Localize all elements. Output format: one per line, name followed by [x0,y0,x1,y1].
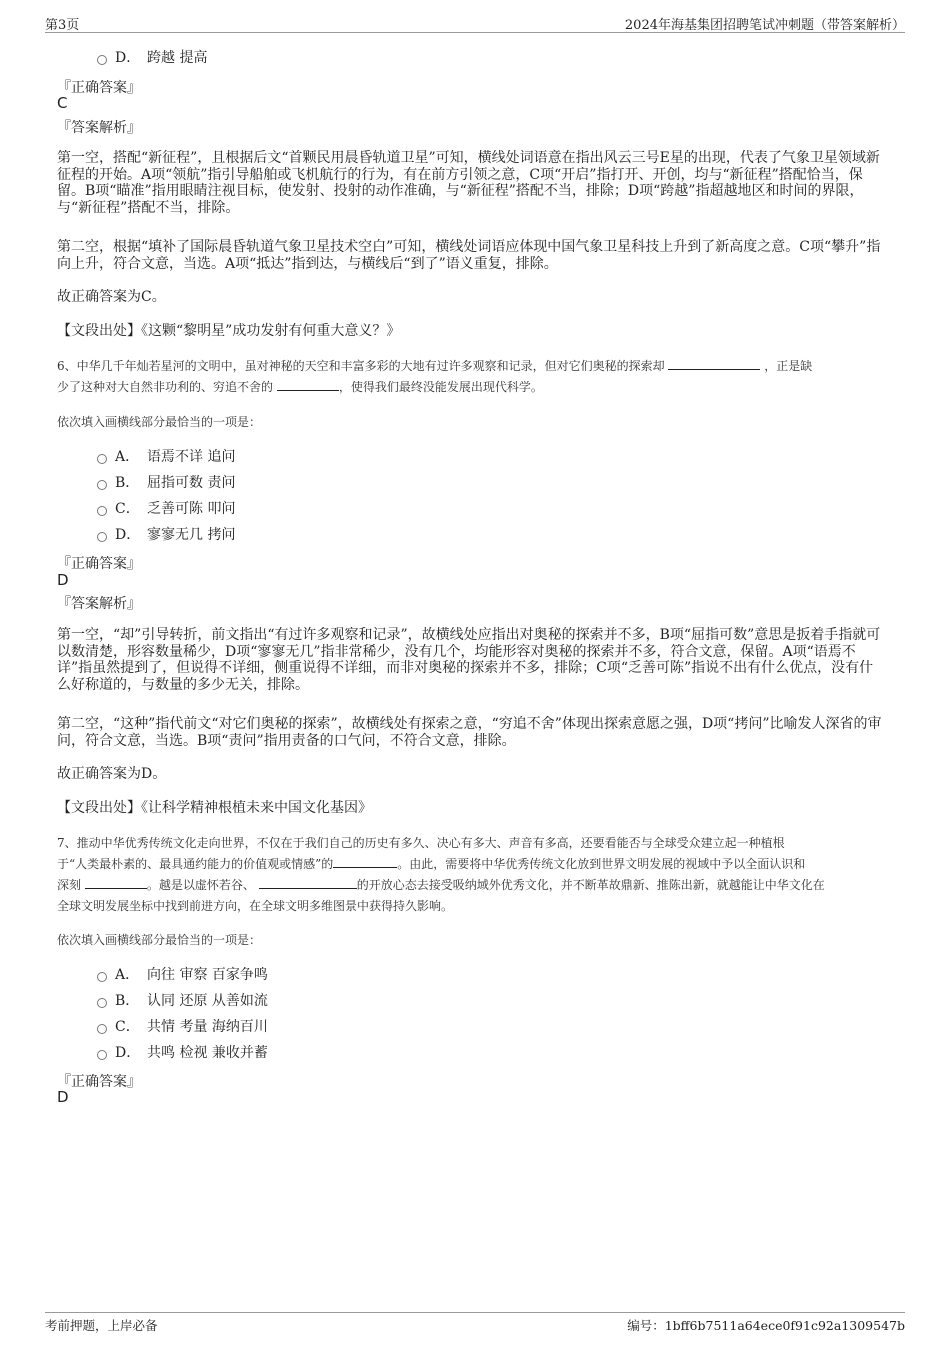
radio-icon[interactable] [97,972,107,982]
q5-analysis-p1: 第一空，搭配“新征程”，且根据后文“首颗民用晨昏轨道卫星”可知，横线处词语意在指出风云三号E星的出现，代表了气象卫星领域新征程的开始。A项“领航”指引导船舶或飞机航行的行为，有在前方引领之意，C项“开启”指打开、开创，均与“新征程”搭配恰当，保留。B项“瞄准”指用眼睛注视目标，使发射、投射的动作准确，与“新征程”搭配不当，排除；D项“跨越”指超越地区和时间的界限，与“新征程”搭配不当，排除。 [57,150,880,216]
blank-2 [85,876,147,889]
q7-option-b[interactable]: B． 认同 还原 从善如流 [97,990,268,1010]
document-title: 2024年海基集团招聘笔试冲刺题（带答案解析） [624,18,905,33]
q5-answer-label: 『正确答案』 [57,80,141,96]
q5-analysis-p2: 第二空，根据“填补了国际晨昏轨道气象卫星技术空白”可知，横线处词语应体现中国气象卫星科技上升到了新高度之意。C项“攀升”指向上升，符合文意，当选。A项“抵达”指到达，与横线后“到了”语义重复，排除。 [57,239,881,272]
radio-icon[interactable] [97,454,107,464]
q5-answer: C [57,94,68,112]
radio-icon[interactable] [97,1050,107,1060]
q6-instruction: 依次填入画横线部分最恰当的一项是： [57,415,262,429]
q6-option-a[interactable]: A． 语焉不详 追问 [97,446,235,466]
q6-option-c[interactable]: C． 乏善可陈 叩问 [97,498,235,518]
q7-option-c[interactable]: C． 共情 考量 海纳百川 [97,1016,268,1036]
radio-icon[interactable] [97,1024,107,1034]
q7-instruction: 依次填入画横线部分最恰当的一项是： [57,933,262,947]
q7-option-d[interactable]: D． 共鸣 检视 兼收并蓄 [97,1042,268,1062]
q7-stem: 7、推动中华优秀传统文化走向世界，不仅在于我们自己的历史有多久、决心有多大、声音有多高，还要看能否与全球受众建立起一种植根 于“人类最朴素的、最具通约能力的价值观或情感”的 。由此，需要将中华优秀传统文化放到世界文明发展的视域中予以全面认识和 深刻 。越是以虚怀若谷、 的开放心态去接受吸纳域外优秀文化，并不断革故鼎新、推陈出新，就越能让中华文化在 全球文明发展坐标中找到前进方向，在全球文明多维图景中获得持久影响。 [57,836,825,913]
q6-option-b[interactable]: B． 屈指可数 责问 [97,472,235,492]
q6-option-d[interactable]: D． 寥寥无几 拷问 [97,524,235,544]
q6-stem: 6、中华几千年灿若星河的文明中，虽对神秘的天空和丰富多彩的大地有过许多观察和记录，但对它们奥秘的探索却 ，正是缺 少了这种对大自然非功利的、穷追不舍的 ，使得我们最终没能发展出现代科学。 [57,359,813,394]
q5-analysis-p3: 故正确答案为C。 [57,289,166,305]
radio-icon[interactable] [97,506,107,516]
radio-icon[interactable] [97,998,107,1008]
radio-icon[interactable] [97,532,107,542]
q5-option-d[interactable]: D． 跨越 提高 [97,47,207,67]
radio-icon[interactable] [97,480,107,490]
q6-analysis-p2: 第二空，“这种”指代前文“对它们奥秘的探索”，故横线处有探索之意，“穷追不舍”体现出探索意愿之强，D项“拷问”比喻发人深省的审问，符合文意，当选。B项“责问”指用责备的口气问，不符合文意，排除。 [57,716,882,749]
footer-slogan: 考前押题，上岸必备 [45,1318,158,1333]
blank-1 [333,855,397,868]
q7-option-a[interactable]: A． 向往 审察 百家争鸣 [97,964,268,984]
blank-2 [277,378,339,391]
q6-answer: D [57,571,69,589]
q6-analysis-label: 『答案解析』 [57,596,141,612]
page-footer [45,1312,905,1335]
q5-source: 【文段出处】《这颗“黎明星”成功发射有何重大意义？》 [57,323,401,339]
q6-analysis-p1: 第一空，“却”引导转折，前文指出“有过许多观察和记录”，故横线处应指出对奥秘的探索并不多，B项“屈指可数”意思是扳着手指就可以数清楚，形容数量稀少，D项“寥寥无几”指非常稀少，没有几个，均能形容对奥秘的探索并不多，符合文意，保留。A项“语焉不详”指虽然提到了，但说得不详细，侧重说得不详细，而非对奥秘的探索并不多，排除；C项“乏善可陈”指说不出有什么优点，没有什么好称道的，与数量的多少无关，排除。 [57,627,881,693]
document-code: 编号：1bff6b7511a64ece0f91c92a1309547b [627,1318,905,1333]
radio-icon[interactable] [97,55,107,65]
page-header [45,12,905,33]
page-number: 第3页 [45,18,80,33]
q6-answer-label: 『正确答案』 [57,556,141,572]
q5-analysis-label: 『答案解析』 [57,120,141,136]
q6-analysis-p3: 故正确答案为D。 [57,766,167,782]
q7-answer: D [57,1088,69,1106]
q6-source: 【文段出处】《让科学精神根植未来中国文化基因》 [57,800,372,816]
q7-answer-label: 『正确答案』 [57,1074,141,1090]
blank-3 [259,876,357,889]
blank-1 [668,357,760,370]
